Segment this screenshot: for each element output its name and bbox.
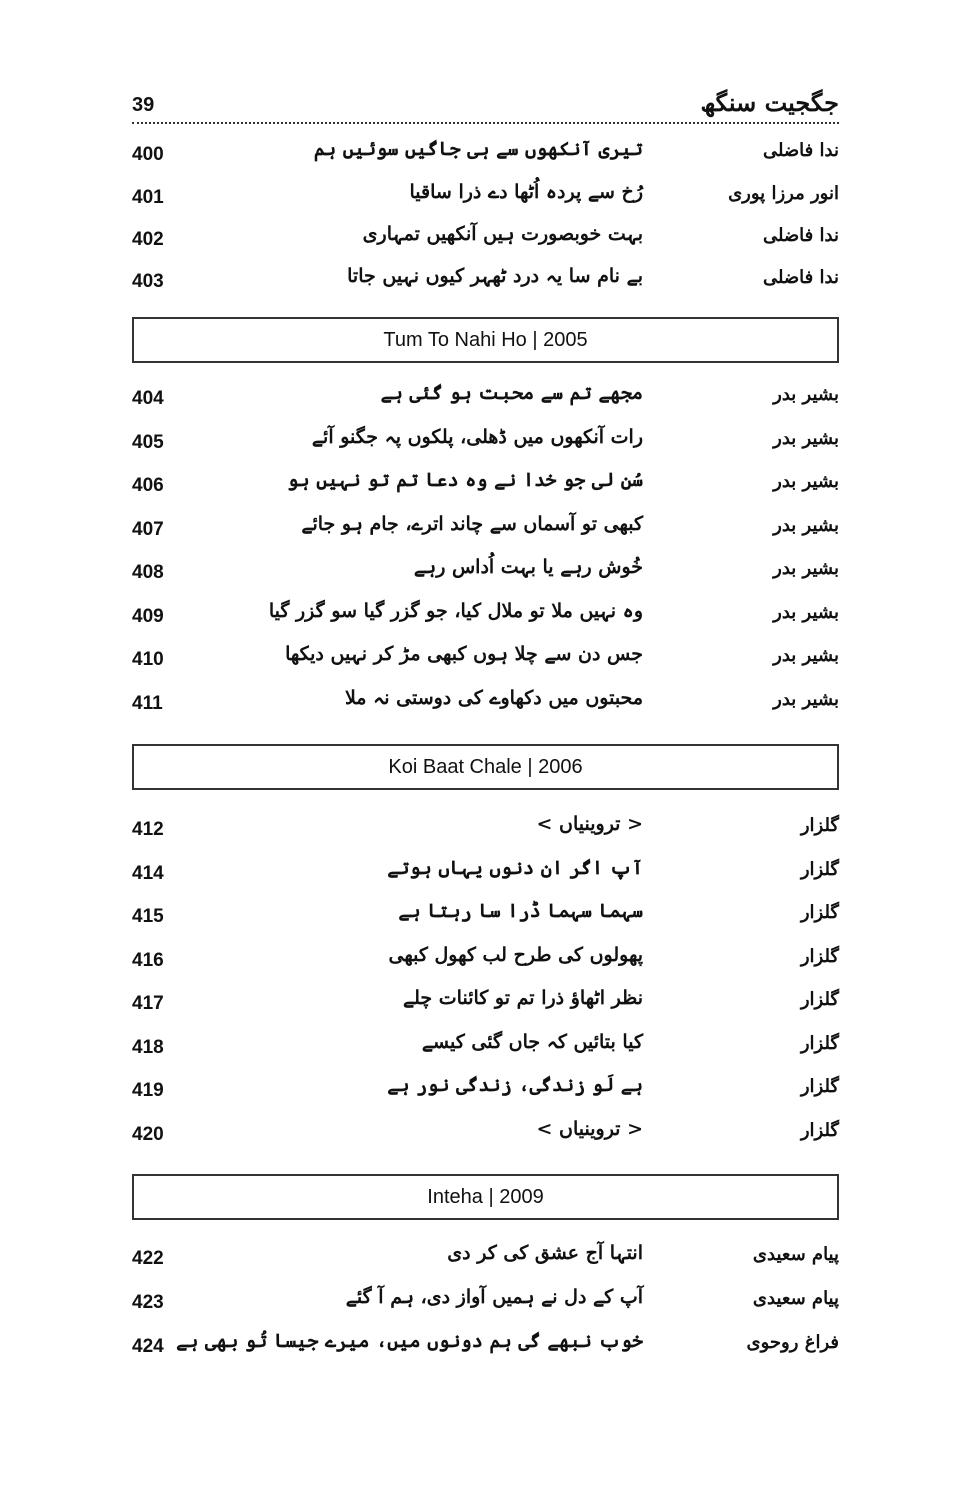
entry-number: 424 bbox=[132, 1336, 164, 1357]
song-title: سہما سہما ڈرا سا رہتا ہے bbox=[398, 900, 643, 922]
entry-number: 415 bbox=[132, 906, 164, 927]
list-item bbox=[132, 467, 839, 507]
poet-name: گلزار bbox=[800, 1120, 839, 1141]
section-header-album: Tum To Nahi Ho | 2005 bbox=[132, 317, 839, 363]
song-title: رات آنکھوں میں ڈھلی، پلکوں پہ جگنو آئے bbox=[311, 426, 643, 448]
poet-name: بشیر بدر bbox=[773, 689, 839, 710]
song-title: ہے لَو زندگی، زندگی نور ہے bbox=[387, 1074, 643, 1096]
list-item bbox=[132, 1072, 839, 1112]
section-header-album: Koi Baat Chale | 2006 bbox=[132, 744, 839, 790]
poet-name: بشیر بدر bbox=[773, 428, 839, 449]
song-title: نظر اٹھاؤ ذرا تم تو کائنات چلے bbox=[403, 987, 643, 1009]
poet-name: گلزار bbox=[800, 946, 839, 967]
song-title: < تروینیاں > bbox=[536, 1118, 643, 1140]
page-header bbox=[132, 88, 839, 124]
song-title: بے نام سا یہ درد ٹھہر کیوں نہیں جاتا bbox=[347, 265, 643, 287]
entry-number: 417 bbox=[132, 993, 164, 1014]
poet-name: بشیر بدر bbox=[773, 645, 839, 666]
list-item bbox=[132, 985, 839, 1025]
entry-number: 403 bbox=[132, 271, 164, 292]
poet-name: بشیر بدر bbox=[773, 602, 839, 623]
list-item bbox=[132, 641, 839, 681]
entry-number: 401 bbox=[132, 187, 164, 208]
song-title: خوب نبھے گی ہم دونوں میں، میرے جیسا تُو بھی ہے bbox=[176, 1330, 643, 1352]
song-title: < تروینیاں > bbox=[536, 813, 643, 835]
poet-name: انور مرزا پوری bbox=[728, 183, 839, 204]
entry-number: 414 bbox=[132, 863, 164, 884]
poet-name: گلزار bbox=[800, 859, 839, 880]
entry-number: 419 bbox=[132, 1080, 164, 1101]
poet-name: گلزار bbox=[800, 1033, 839, 1054]
list-item bbox=[132, 811, 839, 851]
entry-number: 416 bbox=[132, 950, 164, 971]
list-item bbox=[132, 136, 839, 176]
song-title: آپ کے دل نے ہمیں آواز دی، ہم آ گئے bbox=[345, 1286, 643, 1308]
song-title: کیا بتائیں کہ جاں گئی کیسے bbox=[421, 1031, 643, 1053]
song-title: کبھی تو آسماں سے چاند اترے، جام ہو جائے bbox=[301, 513, 643, 535]
poet-name: ندا فاضلی bbox=[762, 225, 839, 246]
song-title: سُن لی جو خدا نے وہ دعا تم تو نہیں ہو bbox=[287, 469, 643, 491]
list-item bbox=[132, 1240, 839, 1280]
entry-number: 409 bbox=[132, 606, 164, 627]
song-title: آپ اگر ان دنوں یہاں ہوتے bbox=[387, 857, 643, 879]
entry-number: 402 bbox=[132, 229, 164, 250]
poet-name: پیام سعیدی bbox=[752, 1244, 839, 1265]
poet-name: بشیر بدر bbox=[773, 384, 839, 405]
book-title: جگجیت سنگھ bbox=[700, 88, 839, 117]
song-title: محبتوں میں دکھاوے کی دوستی نہ ملا bbox=[344, 687, 643, 709]
list-item bbox=[132, 942, 839, 982]
entry-number: 420 bbox=[132, 1124, 164, 1145]
entry-number: 412 bbox=[132, 819, 164, 840]
list-item bbox=[132, 898, 839, 938]
list-item bbox=[132, 1029, 839, 1069]
list-item bbox=[132, 263, 839, 303]
song-title: پھولوں کی طرح لب کھول کبھی bbox=[388, 944, 643, 966]
list-item bbox=[132, 554, 839, 594]
entry-number: 406 bbox=[132, 475, 164, 496]
list-item bbox=[132, 1116, 839, 1156]
poet-name: گلزار bbox=[800, 989, 839, 1010]
entry-number: 400 bbox=[132, 144, 164, 165]
list-item bbox=[132, 380, 839, 420]
song-title: بہت خوبصورت ہیں آنکھیں تمہاری bbox=[362, 223, 643, 245]
song-title: انتہا آج عشق کی کر دی bbox=[447, 1242, 643, 1264]
song-title: خُوش رہے یا بہت اُداس رہے bbox=[413, 556, 643, 578]
poet-name: گلزار bbox=[800, 815, 839, 836]
entry-number: 422 bbox=[132, 1248, 164, 1269]
list-item bbox=[132, 221, 839, 261]
list-item bbox=[132, 424, 839, 464]
poet-name: پیام سعیدی bbox=[752, 1288, 839, 1309]
poet-name: گلزار bbox=[800, 902, 839, 923]
entry-number: 423 bbox=[132, 1292, 164, 1313]
entry-number: 410 bbox=[132, 649, 164, 670]
poet-name: بشیر بدر bbox=[773, 515, 839, 536]
entry-number: 404 bbox=[132, 388, 164, 409]
song-title: مجھے تم سے محبت ہو گئی ہے bbox=[380, 382, 643, 404]
song-title: تیری آنکھوں سے ہی جاگیں سوئیں ہم bbox=[313, 138, 643, 160]
list-item bbox=[132, 1284, 839, 1324]
entry-number: 418 bbox=[132, 1037, 164, 1058]
list-item bbox=[132, 1328, 839, 1368]
list-item bbox=[132, 855, 839, 895]
poet-name: بشیر بدر bbox=[773, 558, 839, 579]
poet-name: بشیر بدر bbox=[773, 471, 839, 492]
list-item bbox=[132, 179, 839, 219]
entry-number: 405 bbox=[132, 432, 164, 453]
poet-name: فراغ روحوی bbox=[746, 1332, 839, 1353]
page-number: 39 bbox=[132, 94, 155, 116]
entry-number: 407 bbox=[132, 519, 164, 540]
section-header-album: Inteha | 2009 bbox=[132, 1174, 839, 1220]
list-item bbox=[132, 511, 839, 551]
poet-name: ندا فاضلی bbox=[762, 267, 839, 288]
entry-number: 411 bbox=[132, 693, 163, 714]
song-title: جس دن سے چلا ہوں کبھی مڑ کر نہیں دیکھا bbox=[285, 643, 643, 665]
song-title: وہ نہیں ملا تو ملال کیا، جو گزر گیا سو گزر گیا bbox=[268, 600, 643, 622]
list-item bbox=[132, 685, 839, 725]
song-title: رُخ سے پردہ اُٹھا دے ذرا ساقیا bbox=[409, 181, 643, 203]
poet-name: گلزار bbox=[800, 1076, 839, 1097]
poet-name: ندا فاضلی bbox=[762, 140, 839, 161]
entry-number: 408 bbox=[132, 562, 164, 583]
list-item bbox=[132, 598, 839, 638]
